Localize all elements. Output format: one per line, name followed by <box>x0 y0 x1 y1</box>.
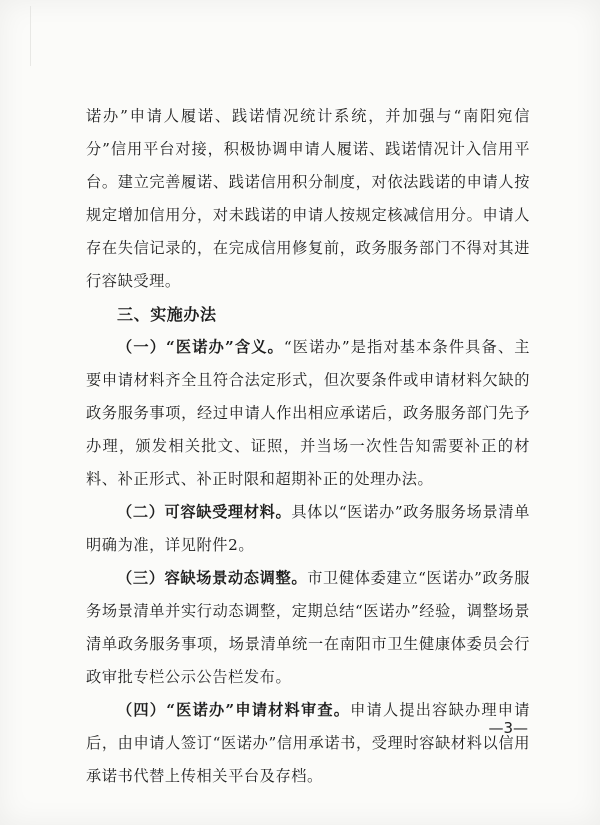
page-number: —3— <box>488 719 528 737</box>
item-3 <box>86 562 530 694</box>
document-body <box>86 100 530 793</box>
item-4 <box>86 694 530 793</box>
item-4-body: 申请人提出容缺办理申请后，由申请人签订“医诺办”信用承诺书，受理时容缺材料以信用承诺书代替上传相关平台及存档。 <box>86 701 530 785</box>
item-3-title: （三）容缺场景动态调整。 <box>117 569 308 587</box>
item-2 <box>86 496 530 562</box>
item-2-body: 具体以“医诺办”政务服务场景清单明确为准，详见附件2。 <box>86 503 530 554</box>
paragraph-1: 诺办”申请人履诺、践诺情况统计系统，并加强与“南阳宛信分”信用平台对接，积极协调申请人履诺、践诺情况计入信用平台。建立完善履诺、践诺信用积分制度，对依法践诺的申请人按规定增加信用分，对未践诺的申请人按规定核减信用分。申请人存在失信记录的，在完成信用修复前，政务服务部门不得对其进行容缺受理。 <box>86 107 530 290</box>
section-heading: 三、实施办法 <box>117 305 217 324</box>
item-4-title: （四）“医诺办”申请材料审查。 <box>117 701 351 719</box>
item-2-title: （二）可容缺受理材料。 <box>117 503 292 521</box>
item-1 <box>86 331 530 496</box>
item-1-body: “医诺办”是指对基本条件具备、主要申请材料齐全且符合法定形式，但次要条件或申请材料欠缺的政务服务事项，经过申请人作出相应承诺后，政务服务部门先予办理，颁发相关批文、证照，并当场一次性告知需要补正的材料、补正形式、补正时限和超期补正的处理办法。 <box>86 338 530 488</box>
item-1-title: （一）“医诺办”含义。 <box>117 338 284 356</box>
page-edge-shadow <box>30 6 51 66</box>
item-3-body: 市卫健体委建立“医诺办”政务服务场景清单并实行动态调整，定期总结“医诺办”经验，调整场景清单政务服务事项，场景清单统一在南阳市卫生健康体委员会行政审批专栏公示公告栏发布。 <box>86 569 531 686</box>
